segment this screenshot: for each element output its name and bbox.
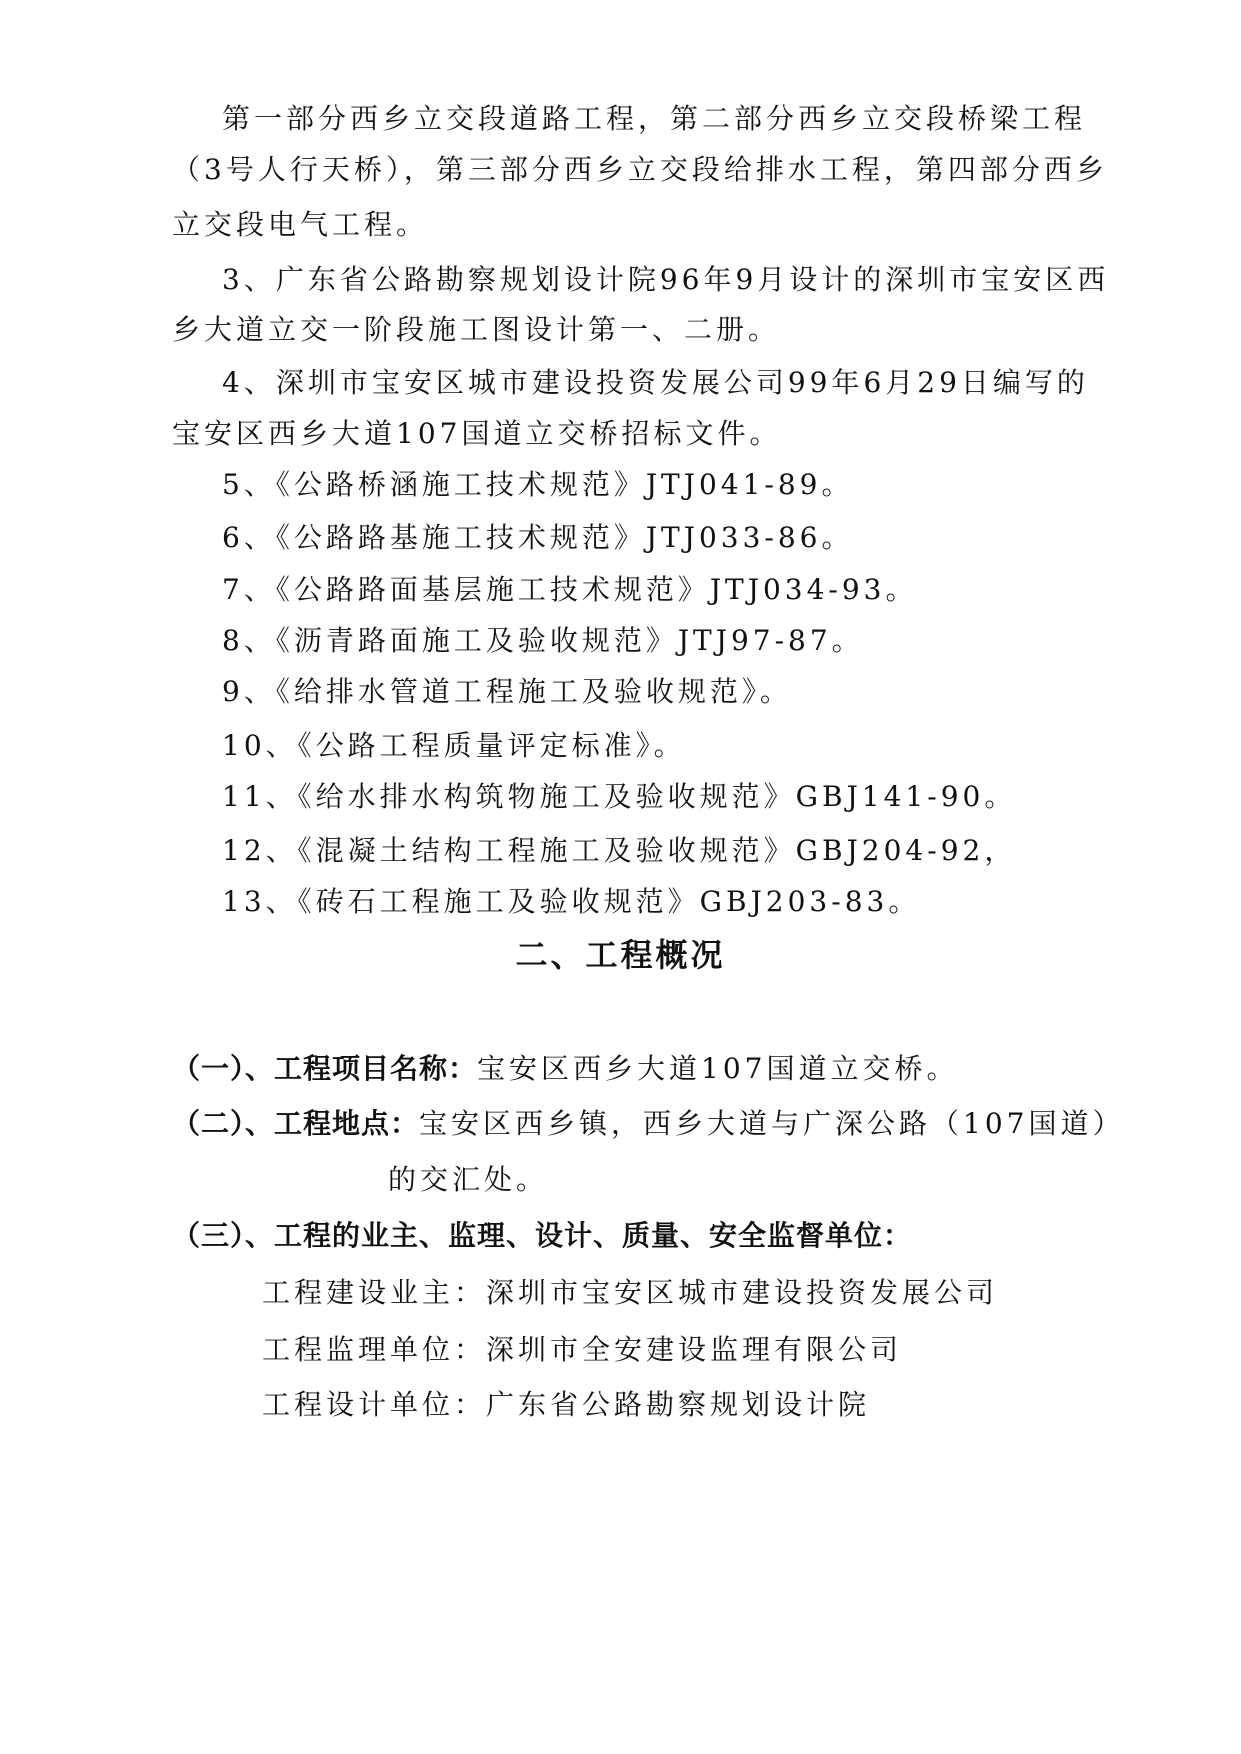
paragraph-line: 宝安区西乡大道107国道立交桥招标文件。: [172, 417, 782, 450]
reference-item: 7、《公路路面基层施工技术规范》JTJ034-93。: [222, 573, 918, 606]
paragraph-line: 4、深圳市宝安区城市建设投资发展公司99年6月29日编写的: [222, 366, 1089, 399]
project-name-value: 宝安区西乡大道107国道立交桥。: [477, 1052, 959, 1085]
project-location-value: 宝安区西乡镇，西乡大道与广深公路（107国道）: [419, 1107, 1125, 1140]
reference-item: 8、《沥青路面施工及验收规范》JTJ97-87。: [222, 624, 864, 657]
reference-item: 5、《公路桥涵施工技术规范》JTJ041-89。: [222, 468, 854, 501]
reference-item: 6、《公路路基施工技术规范》JTJ033-86。: [222, 521, 854, 554]
project-name-row: [172, 1049, 958, 1089]
paragraph-line: （3号人行天桥），第三部分西乡立交段给排水工程，第四部分西乡: [172, 153, 1108, 186]
project-name-label: （一）、工程项目名称：: [172, 1052, 478, 1085]
project-location-label: （二）、工程地点：: [172, 1107, 420, 1140]
reference-item: 13、《砖石工程施工及验收规范》GBJ203-83。: [222, 885, 921, 918]
reference-item: 10、《公路工程质量评定标准》。: [222, 729, 686, 762]
section-heading: 二、工程概况: [515, 936, 726, 974]
paragraph-line: 3、广东省公路勘察规划设计院96年9月设计的深圳市宝安区西: [222, 263, 1110, 296]
unit-supervisor: 工程监理单位：深圳市全安建设监理有限公司: [262, 1333, 903, 1366]
paragraph-line: 乡大道立交一阶段施工图设计第一、二册。: [172, 313, 781, 346]
units-heading: （三）、工程的业主、监理、设计、质量、安全监督单位：: [172, 1219, 913, 1252]
project-location-continuation: 的交汇处。: [388, 1163, 549, 1196]
unit-owner: 工程建设业主：深圳市宝安区城市建设投资发展公司: [262, 1276, 999, 1309]
paragraph-line: 第一部分西乡立交段道路工程，第二部分西乡立交段桥梁工程: [222, 102, 1087, 135]
unit-designer: 工程设计单位：广东省公路勘察规划设计院: [262, 1388, 871, 1421]
reference-item: 9、《给排水管道工程施工及验收规范》。: [222, 675, 792, 708]
project-location-row: [172, 1104, 1124, 1144]
reference-item: 12、《混凝土结构工程施工及验收规范》GBJ204-92，: [222, 834, 1017, 867]
reference-item: 11、《给水排水构筑物施工及验收规范》GBJ141-90。: [222, 780, 1017, 813]
paragraph-line: 立交段电气工程。: [172, 208, 429, 241]
